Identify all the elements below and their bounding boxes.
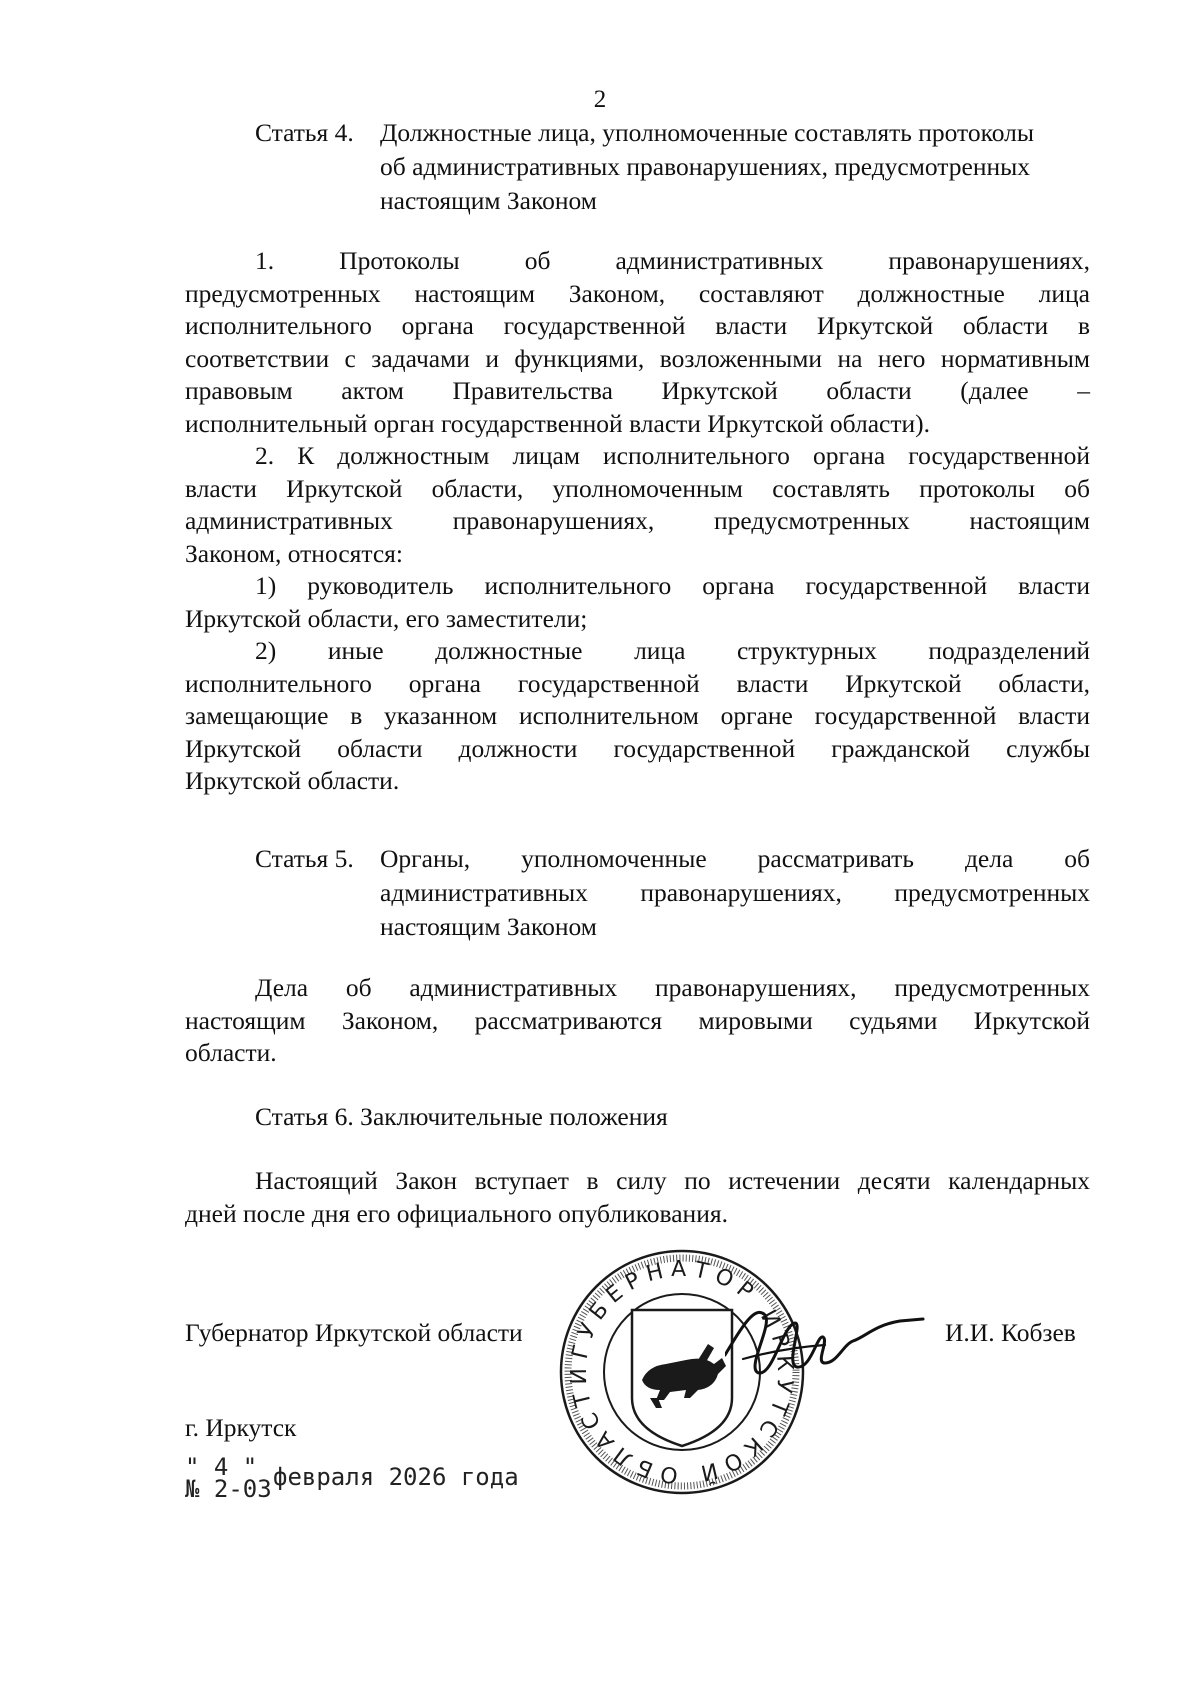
text-line: настоящим Законом, рассматриваются мировыми судьями Иркутской xyxy=(185,1005,1090,1035)
text-line: 1. Протоколы об административных правонарушениях, xyxy=(255,246,1090,275)
article-4-title-line: настоящим Законом xyxy=(380,186,597,215)
date-text: февраля 2026 года xyxy=(273,1463,519,1491)
text-line: Законом, относятся: xyxy=(185,538,403,568)
text-line: 1) руководитель исполнительного органа государственной власти xyxy=(255,571,1090,600)
text-line: Иркутской области. xyxy=(185,766,400,795)
article-6-body xyxy=(185,1165,1090,1230)
text-line: исполнительного органа государственной власти Иркутской области, xyxy=(185,668,1090,698)
article-5-number: Статья 5. xyxy=(255,844,354,873)
article-5-heading xyxy=(255,842,1090,944)
text-line: 2. К должностным лицам исполнительного органа государственной xyxy=(255,441,1090,470)
article-4-number: Статья 4. xyxy=(255,118,354,147)
text-line: замещающие в указанном исполнительном органе государственной власти xyxy=(185,701,1090,730)
text-line: 2) иные должностные лица структурных подразделений xyxy=(255,636,1090,665)
text-line: исполнительный орган государственной власти Иркутской области). xyxy=(185,408,930,438)
article-5-title-line: административных правонарушениях, предусмотренных xyxy=(380,878,1090,907)
handwritten-signature-icon xyxy=(725,1285,925,1395)
article-5-title-line: Органы, уполномоченные рассматривать дела об xyxy=(380,844,1090,873)
law-number: № 2-03 xyxy=(185,1475,272,1503)
article-4-heading xyxy=(255,116,1090,218)
text-line: дней после дня его официального опубликования. xyxy=(185,1198,728,1228)
governor-title: Губернатор Иркутской области xyxy=(185,1318,523,1347)
text-line: власти Иркутской области, уполномоченным составлять протоколы об xyxy=(185,473,1090,503)
text-line: предусмотренных настоящим Законом, составляют должностные лица xyxy=(185,278,1090,308)
governor-name: И.И. Кобзев xyxy=(945,1318,1076,1347)
text-line: Настоящий Закон вступает в силу по истечении десяти календарных xyxy=(255,1166,1090,1195)
article-6-heading-wrap xyxy=(185,1101,1090,1134)
date-day: " 4 " xyxy=(185,1453,258,1481)
text-line: Дела об административных правонарушениях, предусмотренных xyxy=(255,973,1090,1002)
text-line: соответствии с задачами и функциями, возложенными на него нормативным xyxy=(185,343,1090,373)
page-number: 2 xyxy=(593,86,607,113)
article-5-body xyxy=(185,972,1090,1070)
text-line: Иркутской области, его заместители; xyxy=(185,603,588,633)
text-line: правовым актом Правительства Иркутской области (далее – xyxy=(185,376,1090,405)
seal-text: ГУБЕРНАТОР ИРКУТСКОЙ ОБЛАСТИ xyxy=(566,1256,798,1488)
text-line: области. xyxy=(185,1038,277,1067)
article-4-title-line: об административных правонарушениях, предусмотренных xyxy=(380,152,1030,181)
article-6-heading: Статья 6. Заключительные положения xyxy=(255,1102,668,1131)
article-4-title-line: Должностные лица, уполномоченные составлять протоколы xyxy=(380,118,1034,147)
city-label: г. Иркутск xyxy=(185,1413,297,1442)
article-5-title-line: настоящим Законом xyxy=(380,912,597,941)
text-line: административных правонарушениях, предусмотренных настоящим xyxy=(185,506,1090,535)
text-line: исполнительного органа государственной власти Иркутской области в xyxy=(185,311,1090,340)
article-4-body xyxy=(185,245,1090,798)
text-line: Иркутской области должности государственной гражданской службы xyxy=(185,733,1090,763)
